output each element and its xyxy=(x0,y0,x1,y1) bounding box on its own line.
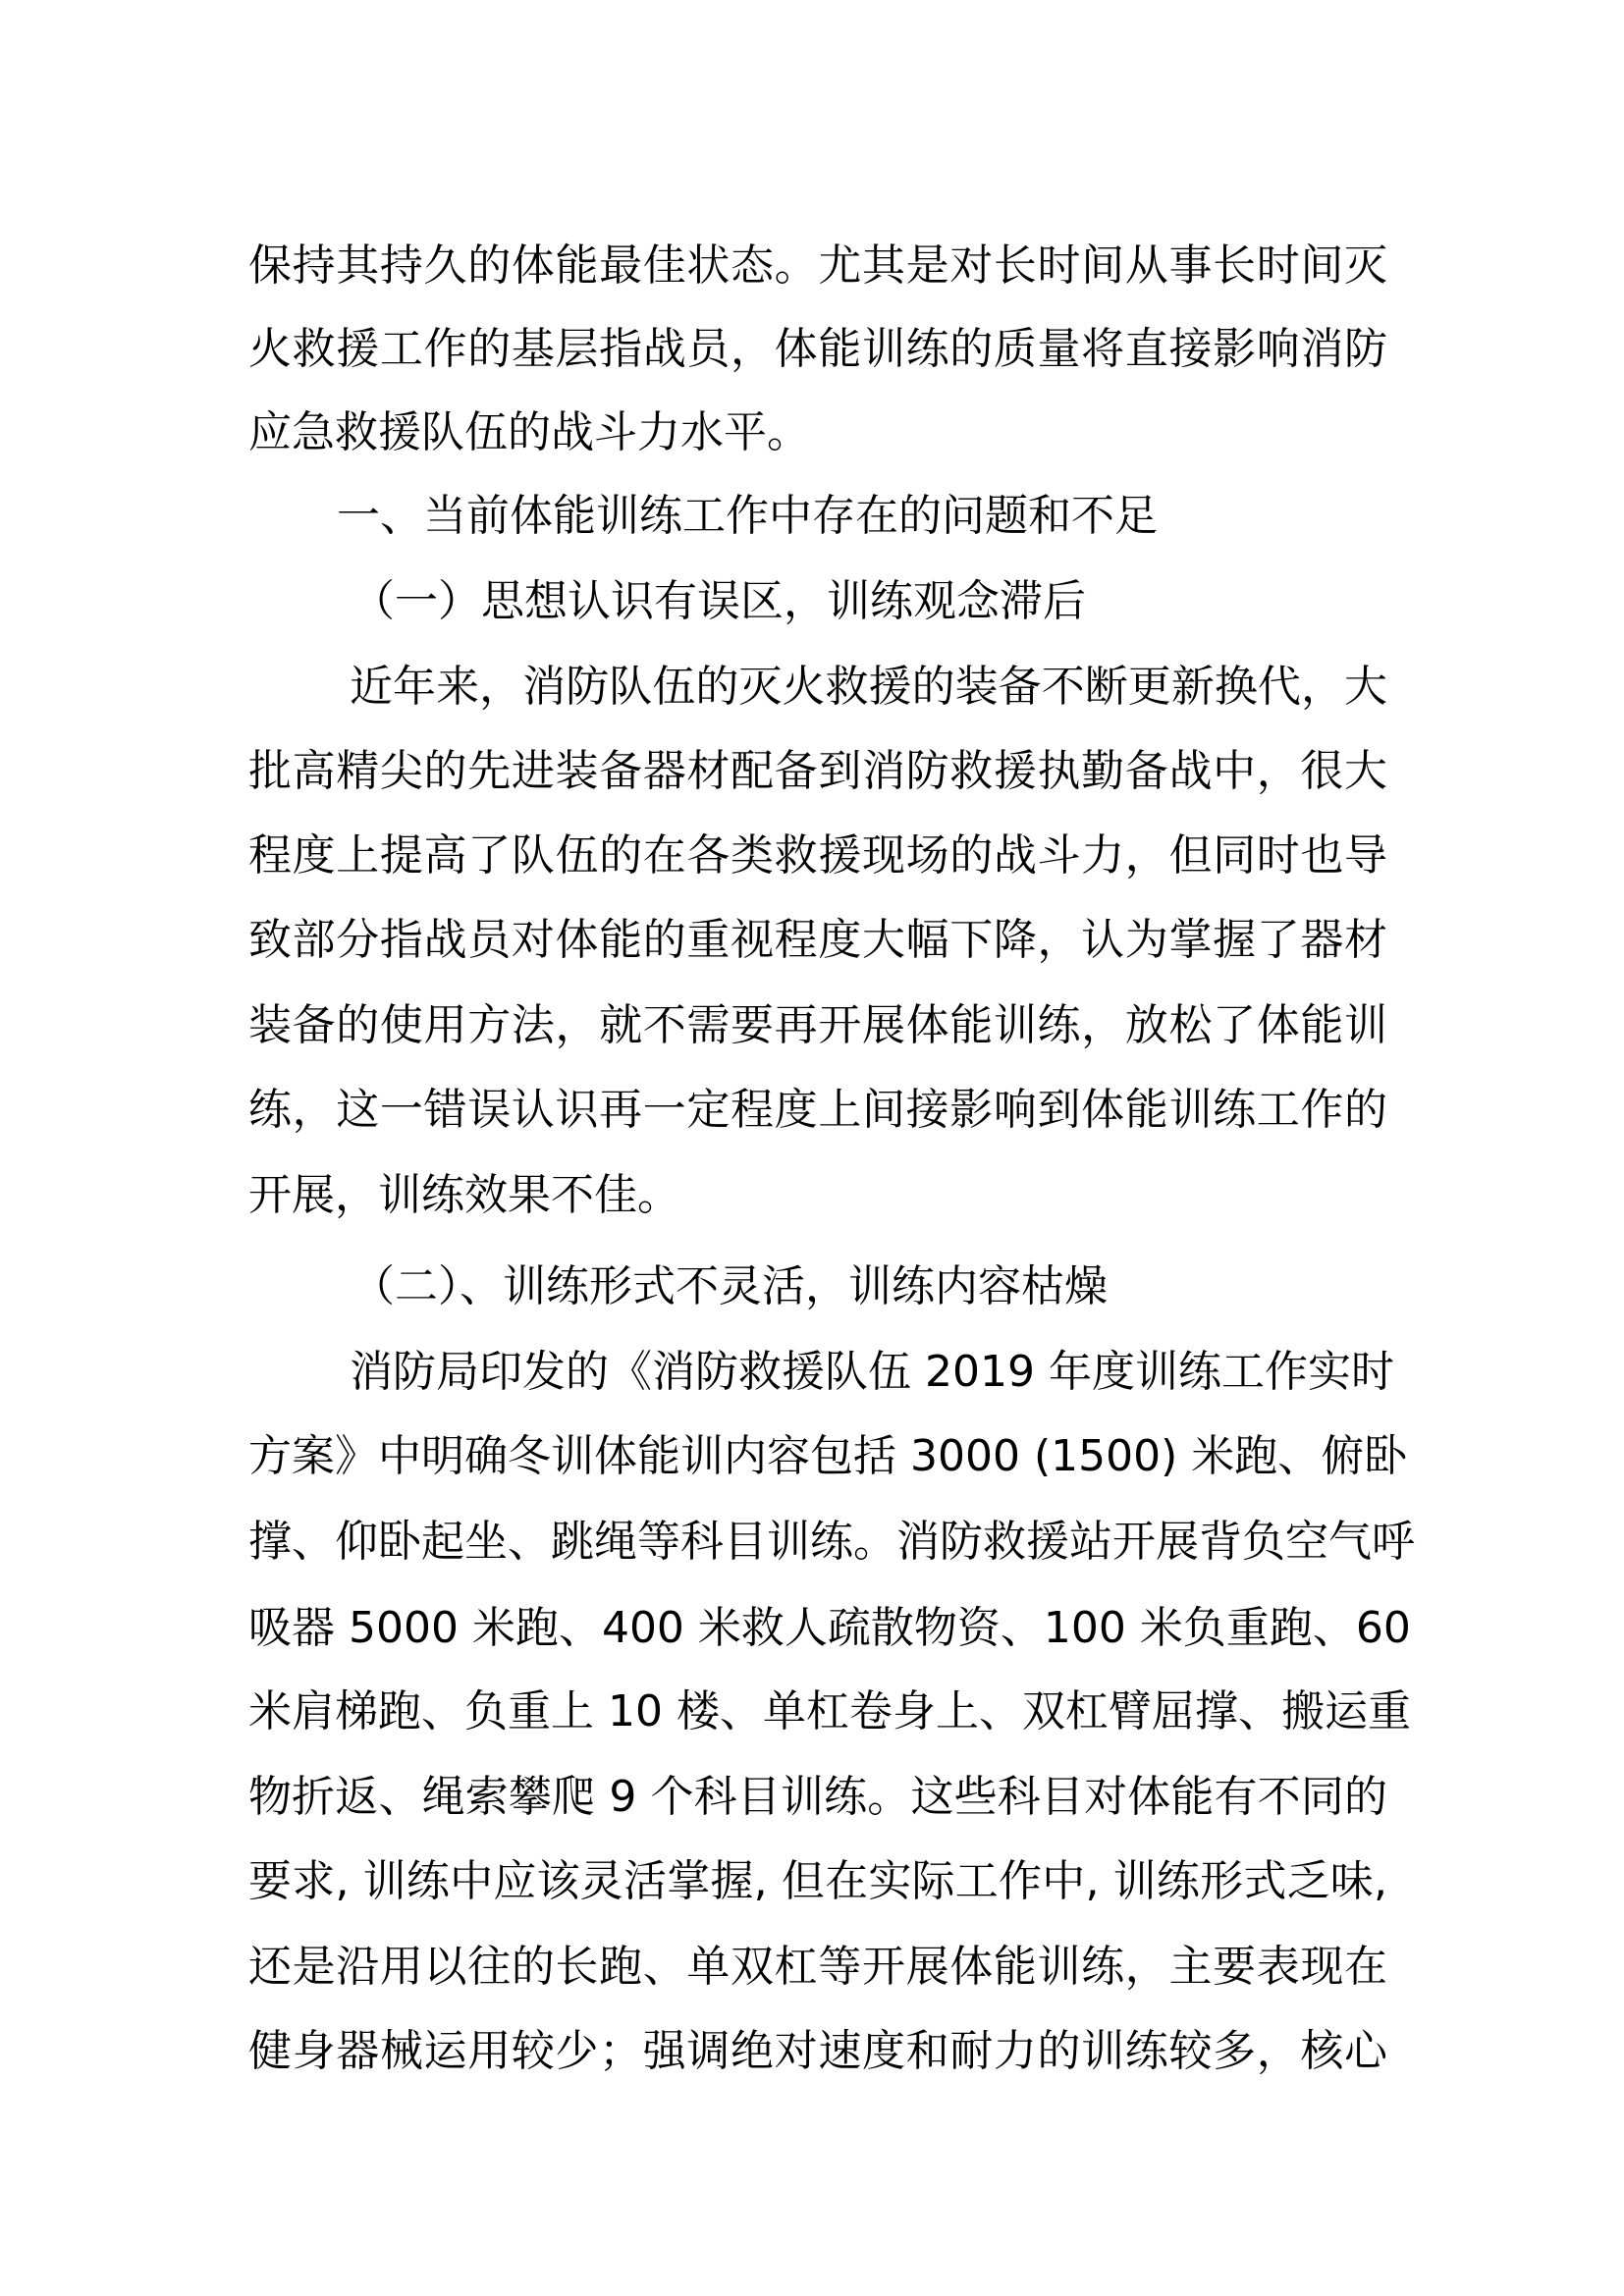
paragraph-line: 致部分指战员对体能的重视程度大幅下降，认为掌握了器材 xyxy=(248,915,1387,965)
paragraph-line: 吸器 5000 米跑、400 米救人疏散物资、100 米负重跑、60 xyxy=(248,1603,1411,1653)
paragraph-line: 消防局印发的《消防救援队伍 2019 年度训练工作实时 xyxy=(350,1347,1394,1397)
paragraph-line: 要求, 训练中应该灵活掌握, 但在实际工作中, 训练形式乏味, xyxy=(248,1856,1387,1906)
section-heading: 一、当前体能训练工作中存在的问题和不足 xyxy=(337,491,1158,541)
paragraph-line: 装备的使用方法，就不需要再开展体能训练，放松了体能训 xyxy=(248,1000,1387,1050)
paragraph-line: 米肩梯跑、负重上 10 楼、单杠卷身上、双杠臂屈撑、搬运重 xyxy=(248,1686,1411,1736)
paragraph-line: 物折返、绳索攀爬 9 个科目训练。这些科目对体能有不同的 xyxy=(248,1772,1387,1822)
paragraph-line: 方案》中明确冬训体能训内容包括 3000 (1500) 米跑、俯卧 xyxy=(248,1431,1408,1481)
paragraph-line: 程度上提高了队伍的在各类救援现场的战斗力，但同时也导 xyxy=(248,830,1387,881)
paragraph-line: 近年来，消防队伍的灭火救援的装备不断更新换代，大 xyxy=(350,662,1387,712)
paragraph-line: 开展，训练效果不佳。 xyxy=(248,1170,680,1220)
paragraph-line: 应急救援队伍的战斗力水平。 xyxy=(248,407,810,457)
paragraph-line: 还是沿用以往的长跑、单双杠等开展体能训练，主要表现在 xyxy=(248,1942,1387,1992)
subsection-heading: （一）思想认识有误区，训练观念滞后 xyxy=(352,576,1086,626)
paragraph-line: 健身器械运用较少；强调绝对速度和耐力的训练较多，核心 xyxy=(248,2026,1387,2076)
paragraph-line: 练，这一错误认识再一定程度上间接影响到体能训练工作的 xyxy=(248,1085,1387,1135)
paragraph-line: 批高精尖的先进装备器材配备到消防救援执勤备战中，很大 xyxy=(248,746,1387,796)
paragraph-line: 撑、仰卧起坐、跳绳等科目训练。消防救援站开展背负空气呼 xyxy=(248,1517,1415,1567)
paragraph-line: 火救援工作的基层指战员，体能训练的质量将直接影响消防 xyxy=(248,324,1387,374)
paragraph-line: 保持其持久的体能最佳状态。尤其是对长时间从事长时间灭 xyxy=(248,240,1387,291)
subsection-heading: （二）、训练形式不灵活，训练内容枯燥 xyxy=(352,1261,1108,1311)
